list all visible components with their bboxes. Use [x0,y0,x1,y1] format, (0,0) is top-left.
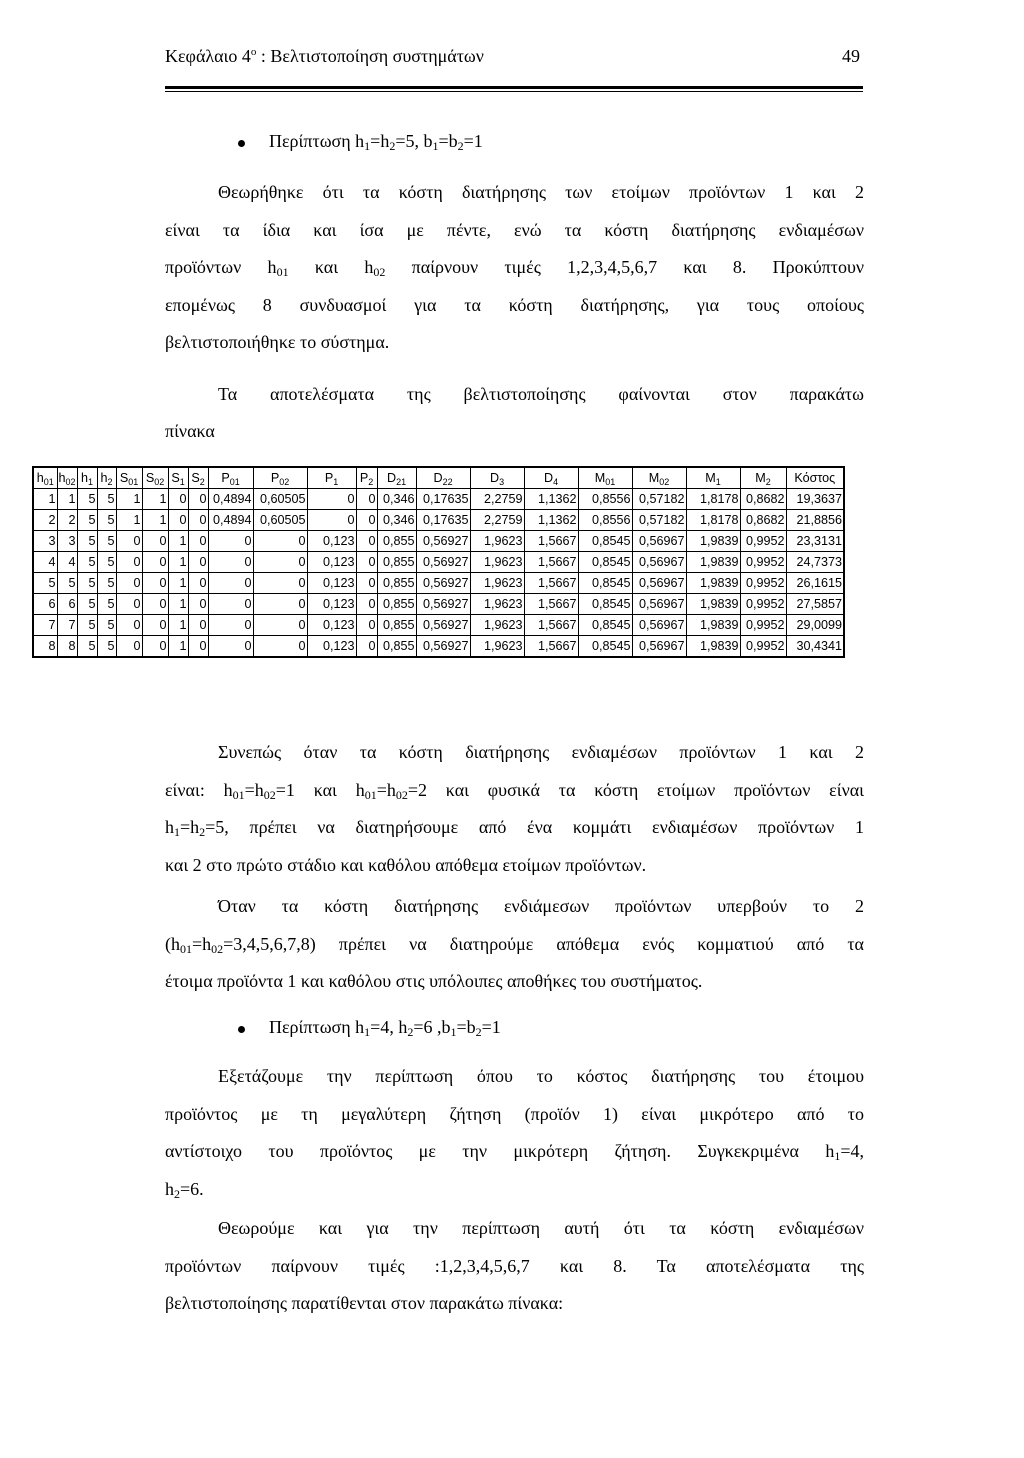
table-cell: 0 [307,510,356,531]
table-cell: 0,9952 [740,636,786,658]
column-header: $D_3$ [470,467,524,489]
column-header: $D_{22}$ [416,467,470,489]
table-cell: 0 [208,615,253,636]
column-header: $P_{02}$ [253,467,307,489]
case1-paragraph-1 [165,174,864,362]
table-cell: 0,56967 [632,615,686,636]
column-header: $P_1$ [307,467,356,489]
text-line: Θεωρήθηκε ότι τα κόστη διατήρησης των ετοίμων προϊόντων 1 και 2 [218,182,864,202]
table-cell: 3 [33,531,57,552]
table-cell: 0,8545 [578,573,632,594]
table-cell: 0 [116,636,142,658]
column-header: $M_{02}$ [632,467,686,489]
table-cell: 0 [356,552,377,573]
table-cell: 0,57182 [632,510,686,531]
table-cell: 5 [77,489,97,510]
conclusion-paragraph-1 [165,734,864,884]
table-cell: 0,56927 [416,636,470,658]
text-line: προϊόντων παίρνουν τιμές :1,2,3,4,5,6,7 και 8. Τα αποτελέσματα της [165,1255,864,1276]
table-cell: 0 [188,615,208,636]
table-cell: 19,3637 [786,489,844,510]
table-cell: 1,9623 [470,531,524,552]
table-cell: 2 [57,510,77,531]
table-cell: 0 [208,573,253,594]
table-cell: 1 [116,489,142,510]
table-cell: 0,9952 [740,573,786,594]
table-cell: 21,8856 [786,510,844,531]
column-header: $h_{01}$ [33,467,57,489]
table-cell: 0 [142,573,168,594]
text-line: επομένως 8 συνδυασμοί για τα κόστη διατήρησης, για τους οποίους [165,294,864,315]
table-cell: 1,9839 [686,615,740,636]
text-line: $h_1=h_2=5$, πρέπει να διατηρήσουμε από ένα κομμάτι ενδιαμέσων προϊόντων 1 [165,817,864,839]
table-cell: 5 [97,636,116,658]
table-cell: 1 [168,594,188,615]
table-cell: 0,56967 [632,636,686,658]
table-cell: 0,60505 [253,510,307,531]
table-cell: 0,56927 [416,531,470,552]
table-cell: 0 [253,615,307,636]
text-line: Θεωρούμε και για την περίπτωση αυτή ότι τα κόστη ενδιαμέσων [218,1218,864,1238]
table-cell: 0,123 [307,594,356,615]
table-cell: 8 [33,636,57,658]
text-line: $(h_{01}=h_{02}=3,4,5,6,7,8)$ πρέπει να διατηρούμε απόθεμα ενός κομματιού από τα [165,933,864,956]
table-cell: 0,8556 [578,489,632,510]
table-cell: 1,9839 [686,552,740,573]
table-row [33,615,844,636]
table-cell: 0 [253,573,307,594]
table-cell: 5 [77,531,97,552]
table-cell: 5 [97,552,116,573]
table-cell: 0,8682 [740,510,786,531]
text-line: είναι: $h_{01}=h_{02}=1$ και $h_{01}=h_{02}=2$ και φυσικά τα κόστη ετοίμων προϊόντων είναι [165,779,864,802]
table-cell: 23,3131 [786,531,844,552]
table-cell: 0 [116,573,142,594]
table-cell: 0 [188,489,208,510]
table-cell: 0 [188,510,208,531]
table-cell: 0 [208,552,253,573]
text-line: έτοιμα προϊόντα 1 και καθόλου στις υπόλοιπες αποθήκες του συστήματος. [165,971,703,991]
table-cell: 5 [97,489,116,510]
table-cell: 0 [116,615,142,636]
table-cell: 0,56927 [416,594,470,615]
text-line: προϊόντων $h_{01}$ και $h_{02}$ παίρνουν τιμές 1,2,3,4,5,6,7 και 8. Προκύπτουν [165,257,865,279]
text-line: προϊόντος με τη μεγαλύτερη ζήτηση (προϊόν 1) είναι μικρότερο από το [165,1103,864,1124]
table-cell: 1 [116,510,142,531]
table-cell: 0 [188,636,208,658]
table-cell: 0 [116,531,142,552]
column-header: $M_2$ [740,467,786,489]
column-header: $M_1$ [686,467,740,489]
table-cell: 1 [142,489,168,510]
table-cell: 0 [142,594,168,615]
table-row [33,636,844,658]
table-row [33,510,844,531]
table-cell: 0,56967 [632,573,686,594]
table-cell: 24,7373 [786,552,844,573]
table-cell: 1,9623 [470,636,524,658]
table-cell: 5 [77,615,97,636]
table-cell: 2,2759 [470,489,524,510]
table-cell: 7 [33,615,57,636]
table-cell: 0 [142,636,168,658]
column-header: Κόστος [786,467,844,489]
header-rule-thin [165,91,863,92]
column-header: $S_2$ [188,467,208,489]
table-cell: 5 [77,594,97,615]
table-cell: 0,855 [377,552,416,573]
case2-heading: Περίπτωση $h_1=4$, $h_2=6$ $,b_1=b_2=1$ [269,1017,501,1039]
table-cell: 0,4894 [208,510,253,531]
table-cell: 8 [57,636,77,658]
table-cell: 1,8178 [686,510,740,531]
table-cell: 0,60505 [253,489,307,510]
table-cell: 0,9952 [740,594,786,615]
table-cell: 6 [57,594,77,615]
table-cell: 0,8545 [578,594,632,615]
table-cell: 0,8545 [578,615,632,636]
table-cell: 0,8556 [578,510,632,531]
table-cell: 0 [356,573,377,594]
table-cell: 1,9839 [686,594,740,615]
table-cell: 1 [168,531,188,552]
column-header: $P_2$ [356,467,377,489]
table-cell: 0 [356,594,377,615]
table-cell: 2 [33,510,57,531]
table-row [33,552,844,573]
text-line: Εξετάζουμε την περίπτωση όπου το κόστος διατήρησης του έτοιμου [218,1066,864,1086]
page-number: 49 [842,46,860,66]
table-cell: 5 [97,615,116,636]
table-cell: 0 [356,531,377,552]
header-rule [165,86,863,89]
table-cell: 1,5667 [524,573,578,594]
table-cell: 1,9839 [686,531,740,552]
table-cell: 0 [142,552,168,573]
table-cell: 2,2759 [470,510,524,531]
table-cell: 0,56967 [632,552,686,573]
table-cell: 1,9623 [470,573,524,594]
table-cell: 0 [307,489,356,510]
case2-bullet [238,1017,838,1043]
table-cell: 5 [77,510,97,531]
table-cell: 0,123 [307,615,356,636]
conclusion-paragraph-2 [165,888,864,1001]
table-row [33,531,844,552]
table-cell: 29,0099 [786,615,844,636]
table-cell: 30,4341 [786,636,844,658]
text-line: Τα αποτελέσματα της βελτιστοποίησης φαίνονται στον παρακάτω [218,384,864,404]
table-cell: 0 [188,552,208,573]
case1-paragraph-2 [165,376,864,450]
table-cell: 0 [116,594,142,615]
text-line: αντίστοιχο του προϊόντος με την μικρότερη ζήτηση. Συγκεκριμένα $h_1=4$, [165,1141,864,1163]
table-cell: 5 [33,573,57,594]
table-cell: 1,5667 [524,594,578,615]
table-cell: 0,9952 [740,531,786,552]
table-cell: 4 [57,552,77,573]
table-cell: 0,123 [307,636,356,658]
table-cell: 1,5667 [524,636,578,658]
table-cell: 0 [188,594,208,615]
table-cell: 1,1362 [524,489,578,510]
table-cell: 0,123 [307,531,356,552]
table-cell: 0,56927 [416,573,470,594]
table-cell: 1,1362 [524,510,578,531]
table-header-row [33,467,844,489]
table-cell: 0,8545 [578,636,632,658]
table-cell: 5 [57,573,77,594]
table-cell: 0,9952 [740,615,786,636]
case1-heading: Περίπτωση $h_1=h_2=5$, $b_1=b_2=1$ [269,131,483,153]
table-cell: 0,855 [377,573,416,594]
case1-bullet [238,131,838,157]
table-cell: 0,56967 [632,594,686,615]
table-cell: 0 [208,636,253,658]
case2-paragraph-2 [165,1210,864,1323]
table-cell: 0,855 [377,531,416,552]
table-cell: 1,9839 [686,636,740,658]
case2-paragraph-1 [165,1058,864,1208]
table-cell: 3 [57,531,77,552]
table-cell: 5 [97,594,116,615]
text-line: Όταν τα κόστη διατήρησης ενδιάμεσων προϊόντων υπερβούν το 2 [218,896,864,916]
table-cell: 0,56967 [632,531,686,552]
table-row [33,573,844,594]
text-line: και 2 στο πρώτο στάδιο και καθόλου απόθεμα ετοίμων προϊόντων. [165,854,647,875]
column-header: $S_{02}$ [142,467,168,489]
table-cell: 1,5667 [524,615,578,636]
column-header: $S_{01}$ [116,467,142,489]
page-header [165,46,860,74]
table-cell: 5 [97,573,116,594]
table-row [33,489,844,510]
table-cell: 0,17635 [416,489,470,510]
column-header: $P_{01}$ [208,467,253,489]
table-cell: 1,9623 [470,615,524,636]
table-cell: 0 [253,594,307,615]
column-header: $h_1$ [77,467,97,489]
table-cell: 0,56927 [416,552,470,573]
table-cell: 1 [57,489,77,510]
table-cell: 5 [77,573,97,594]
table-cell: 1,8178 [686,489,740,510]
table-cell: 0 [253,552,307,573]
table-cell: 1 [168,615,188,636]
table-cell: 5 [77,552,97,573]
table-cell: 0 [188,531,208,552]
table-cell: 0,8682 [740,489,786,510]
table-cell: 0 [188,573,208,594]
table-cell: 1,9623 [470,594,524,615]
table-cell: 5 [97,510,116,531]
text-line: βελτιστοποίησης παρατίθενται στον παρακάτω πίνακα: [165,1293,564,1313]
table-cell: 1,5667 [524,552,578,573]
table-cell: 0,57182 [632,489,686,510]
table-cell: 0,855 [377,636,416,658]
table-cell: 0,8545 [578,531,632,552]
table-cell: 6 [33,594,57,615]
table-cell: 0,8545 [578,552,632,573]
bullet-icon [238,140,245,147]
table-cell: 0,4894 [208,489,253,510]
table-cell: 1 [168,636,188,658]
table-cell: 0,123 [307,552,356,573]
table-cell: 0 [356,489,377,510]
table-cell: 1 [168,552,188,573]
table-row [33,594,844,615]
table-cell: 1 [33,489,57,510]
table-cell: 5 [77,636,97,658]
table-cell: 4 [33,552,57,573]
table-cell: 0 [168,489,188,510]
column-header: $D_4$ [524,467,578,489]
table-cell: 0 [356,510,377,531]
text-line: πίνακα [165,421,215,441]
table-cell: 0,855 [377,615,416,636]
table-cell: 26,1615 [786,573,844,594]
table-cell: 1,5667 [524,531,578,552]
text-line: $h_2=6$. [165,1178,204,1201]
table-cell: 0 [142,531,168,552]
table-cell: 0 [208,594,253,615]
table-cell: 1,9839 [686,573,740,594]
table-cell: 5 [97,531,116,552]
results-table [32,466,845,658]
table-cell: 0,123 [307,573,356,594]
table-cell: 0,9952 [740,552,786,573]
column-header: $S_1$ [168,467,188,489]
table-cell: 0,346 [377,510,416,531]
table-cell: 1 [142,510,168,531]
column-header: $D_{21}$ [377,467,416,489]
column-header: $h_2$ [97,467,116,489]
table-cell: 0 [116,552,142,573]
table-cell: 0 [356,636,377,658]
table-cell: 0 [168,510,188,531]
table-cell: 0 [142,615,168,636]
table-cell: 0,346 [377,489,416,510]
table-cell: 0 [253,531,307,552]
table-cell: 7 [57,615,77,636]
table-cell: 0 [253,636,307,658]
table-cell: 27,5857 [786,594,844,615]
table-cell: 1,9623 [470,552,524,573]
bullet-icon [238,1026,245,1033]
table-cell: 0,855 [377,594,416,615]
table-cell: 1 [168,573,188,594]
chapter-title: Κεφάλαιο $4^o$ : Βελτιστοποίηση συστημάτων [165,46,484,66]
column-header: $M_{01}$ [578,467,632,489]
text-line: είναι τα ίδια και ίσα με πέντε, ενώ τα κόστη διατήρησης ενδιαμέσων [165,219,864,240]
table-cell: 0 [208,531,253,552]
table-cell: 0,17635 [416,510,470,531]
table-cell: 0 [356,615,377,636]
text-line: Συνεπώς όταν τα κόστη διατήρησης ενδιαμέσων προϊόντων 1 και 2 [218,742,864,762]
column-header: $h_{02}$ [57,467,77,489]
text-line: βελτιστοποιήθηκε το σύστημα. [165,332,390,352]
table-cell: 0,56927 [416,615,470,636]
